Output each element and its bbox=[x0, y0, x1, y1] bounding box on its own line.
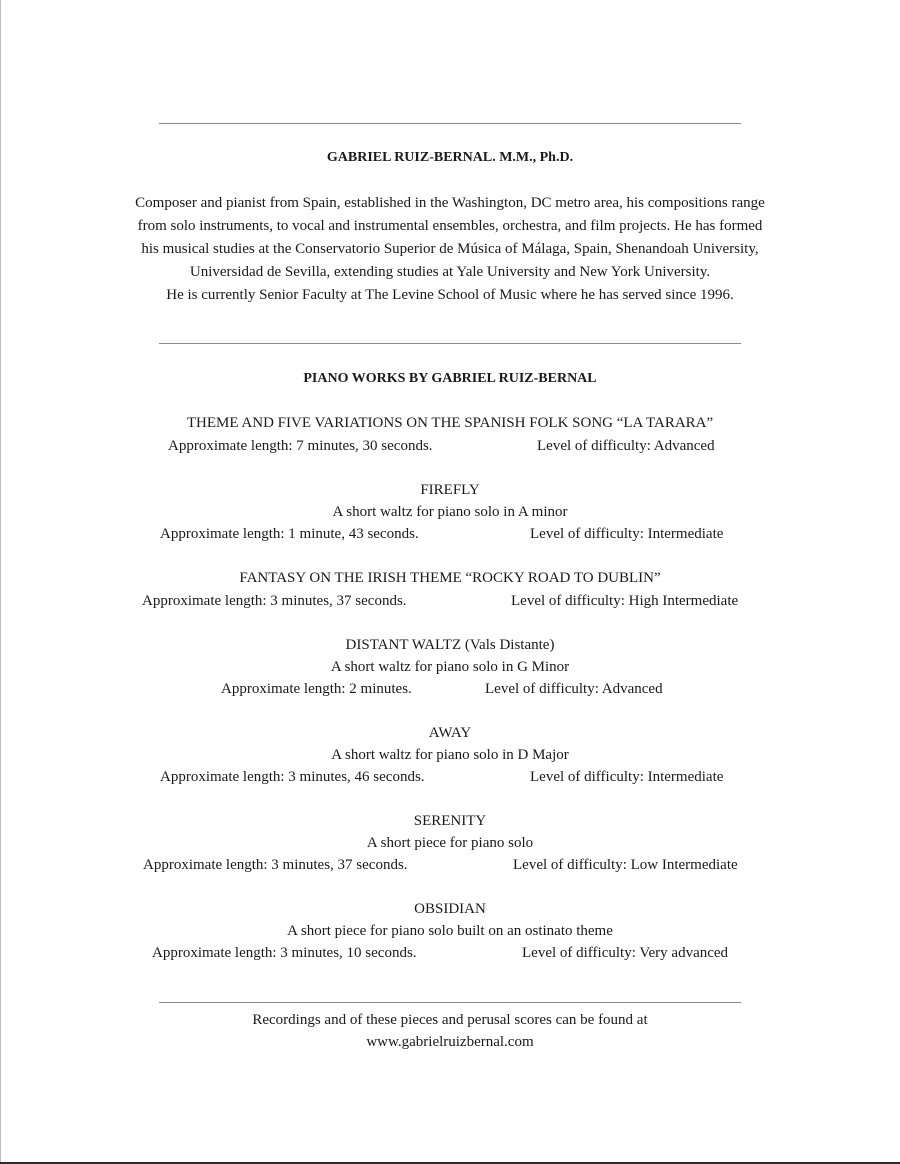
work-title: AWAY bbox=[428, 725, 472, 741]
work-title: SERENITY bbox=[413, 813, 487, 829]
work-length: Approximate length: 3 minutes, 37 seconds. bbox=[143, 857, 408, 873]
work-details bbox=[0, 767, 900, 787]
work-title: OBSIDIAN bbox=[414, 901, 486, 917]
work-difficulty: Level of difficulty: Intermediate bbox=[530, 526, 724, 542]
work-difficulty: Level of difficulty: Very advanced bbox=[522, 945, 729, 961]
work-title: THEME AND FIVE VARIATIONS ON THE SPANISH FOLK SONG “LA TARARA” bbox=[186, 415, 714, 431]
work-subtitle: A short waltz for piano solo in D Major bbox=[331, 747, 569, 763]
work-title: DISTANT WALTZ (Vals Distante) bbox=[345, 637, 555, 653]
work-length: Approximate length: 1 minute, 43 seconds. bbox=[160, 526, 419, 542]
work-difficulty: Level of difficulty: Advanced bbox=[485, 681, 663, 697]
work-title: FIREFLY bbox=[420, 482, 480, 498]
works-heading: PIANO WORKS BY GABRIEL RUIZ-BERNAL bbox=[303, 371, 597, 386]
composer-name: GABRIEL RUIZ-BERNAL. M.M., Ph.D. bbox=[326, 150, 574, 165]
work-details bbox=[0, 524, 900, 544]
work-subtitle: A short waltz for piano solo in A minor bbox=[332, 504, 568, 520]
bio-line: his musical studies at the Conservatorio Superior de Música of Málaga, Spain, Shenandoah University, bbox=[141, 241, 759, 257]
work-details bbox=[0, 855, 900, 875]
work-subtitle: A short waltz for piano solo in G Minor bbox=[330, 659, 570, 675]
work-difficulty: Level of difficulty: High Intermediate bbox=[511, 593, 739, 609]
work-title: FANTASY ON THE IRISH THEME “ROCKY ROAD TO DUBLIN” bbox=[239, 570, 661, 586]
work-details bbox=[0, 943, 900, 963]
work-details bbox=[0, 436, 900, 456]
divider-middle bbox=[159, 343, 741, 344]
work-length: Approximate length: 2 minutes. bbox=[221, 681, 412, 697]
work-details bbox=[0, 591, 900, 611]
work-difficulty: Level of difficulty: Advanced bbox=[537, 438, 715, 454]
work-difficulty: Level of difficulty: Intermediate bbox=[530, 769, 724, 785]
footer-note: Recordings and of these pieces and perusal scores can be found at bbox=[252, 1012, 648, 1028]
divider-bottom bbox=[159, 1002, 741, 1003]
work-length: Approximate length: 3 minutes, 46 seconds. bbox=[160, 769, 425, 785]
bio-line: Composer and pianist from Spain, established in the Washington, DC metro area, his compositions range bbox=[135, 195, 765, 211]
bio-line: He is currently Senior Faculty at The Levine School of Music where he has served since 1996. bbox=[166, 287, 734, 303]
work-subtitle: A short piece for piano solo bbox=[366, 835, 534, 851]
bio-line: from solo instruments, to vocal and instrumental ensembles, orchestra, and film projects. He has formed bbox=[137, 218, 763, 234]
work-subtitle: A short piece for piano solo built on an ostinato theme bbox=[287, 923, 613, 939]
work-difficulty: Level of difficulty: Low Intermediate bbox=[513, 857, 738, 873]
work-length: Approximate length: 7 minutes, 30 seconds. bbox=[168, 438, 433, 454]
work-length: Approximate length: 3 minutes, 10 seconds. bbox=[152, 945, 417, 961]
work-length: Approximate length: 3 minutes, 37 seconds. bbox=[142, 593, 407, 609]
divider-top bbox=[159, 123, 741, 124]
bio-line: Universidad de Sevilla, extending studies at Yale University and New York University. bbox=[189, 264, 711, 280]
work-details bbox=[0, 679, 900, 699]
footer-website: www.gabrielruizbernal.com bbox=[366, 1034, 534, 1050]
